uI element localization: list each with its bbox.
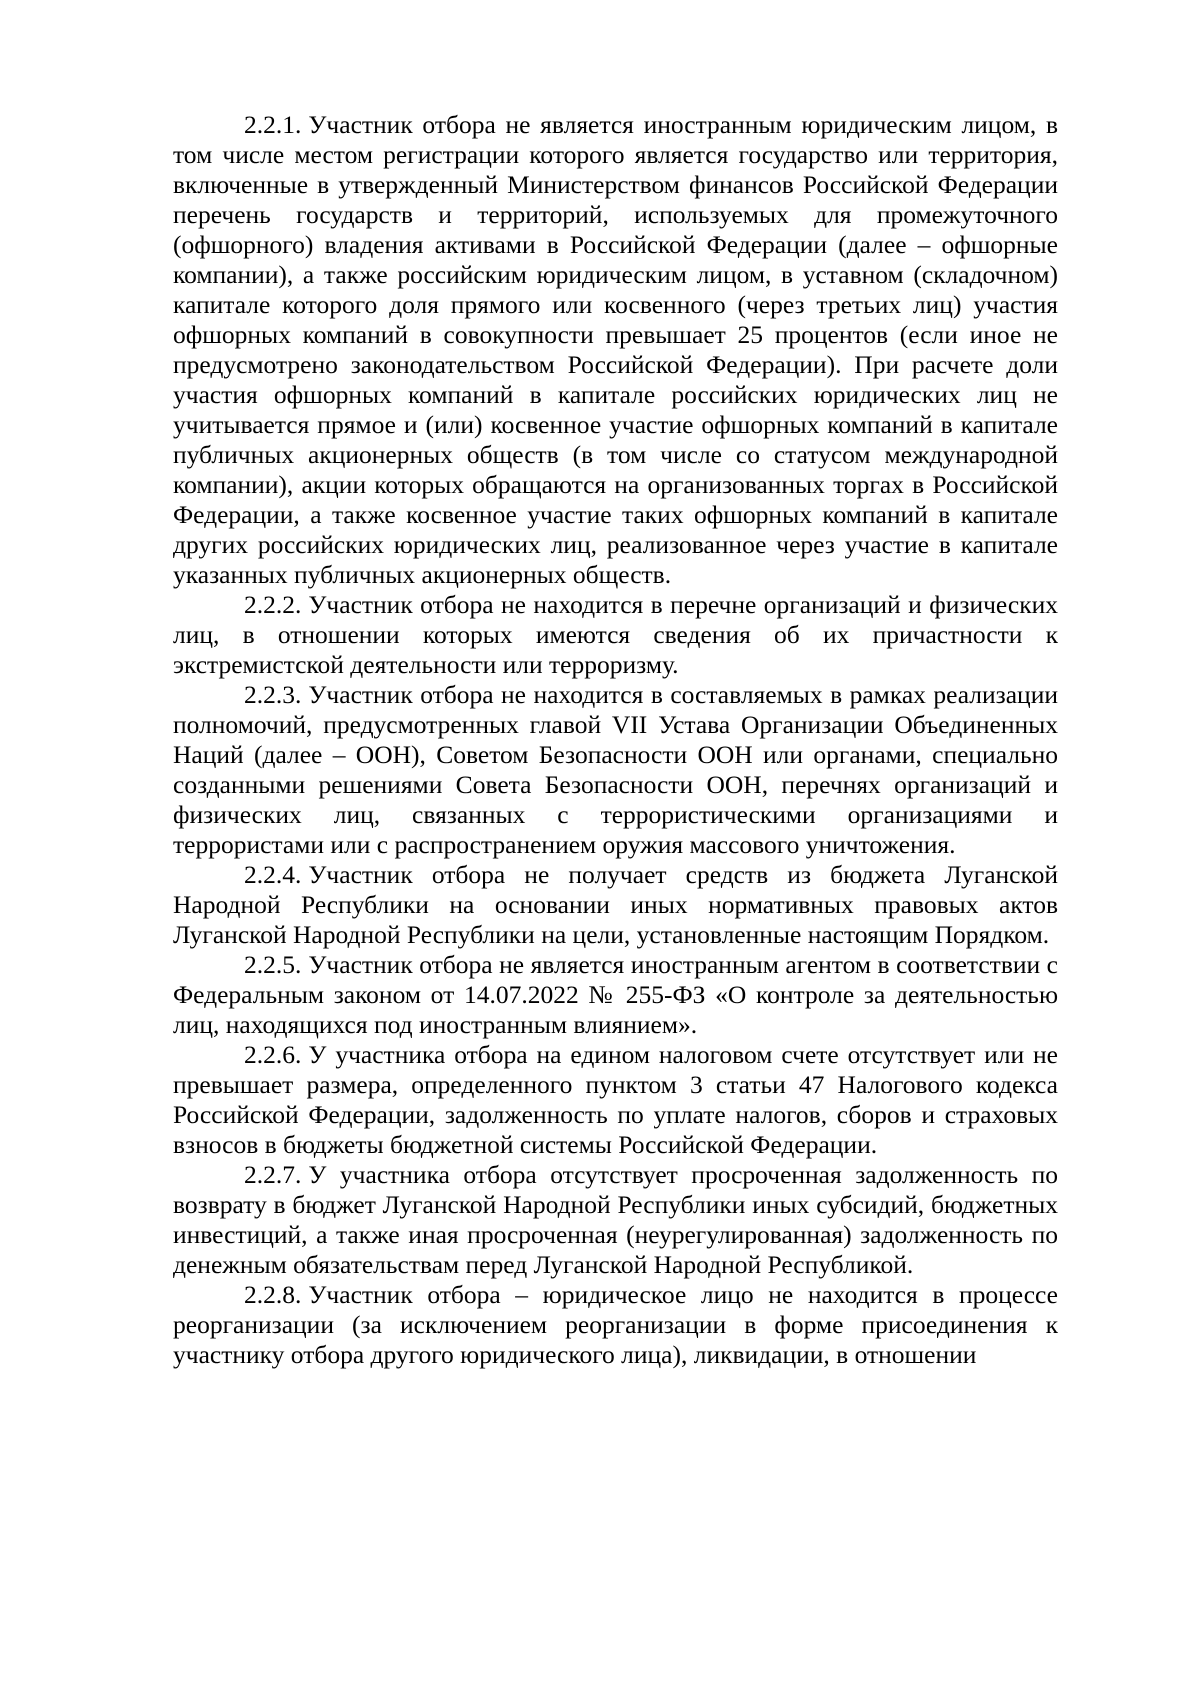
paragraph-number: 2.2.5. — [244, 950, 302, 979]
paragraph-text: Участник отбора не находится в составляемых в рамках реализации полномочий, предусмотренных главой VII Устава Организации Объединенных Наций (далее – ООН), Советом Безопасности ООН или органами, специально созданными решениями Совета Безопасности ООН, перечнях организаций и физических лиц, связанных с террористическими организациями и террористами или с распространением оружия массового уничтожения. — [173, 680, 1058, 859]
paragraph-2-2-5 — [173, 950, 1058, 1040]
paragraph-2-2-1 — [173, 110, 1058, 590]
paragraph-text: Участник отбора не получает средств из бюджета Луганской Народной Республики на основании иных нормативных правовых актов Луганской Народной Республики на цели, установленные настоящим Порядком. — [173, 860, 1058, 949]
paragraph-2-2-6 — [173, 1040, 1058, 1160]
document-page — [173, 110, 1058, 1370]
paragraph-number: 2.2.4. — [244, 860, 302, 889]
paragraph-number: 2.2.3. — [244, 680, 302, 709]
paragraph-text: Участник отбора – юридическое лицо не находится в процессе реорганизации (за исключением реорганизации в форме присоединения к участнику отбора другого юридического лица), ликвидации, в отношении — [173, 1280, 1058, 1369]
paragraph-number: 2.2.8. — [244, 1280, 302, 1309]
paragraph-2-2-3 — [173, 680, 1058, 860]
paragraph-number: 2.2.7. — [244, 1160, 302, 1189]
paragraph-text: Участник отбора не находится в перечне организаций и физических лиц, в отношении которых имеются сведения об их причастности к экстремистской деятельности или терроризму. — [173, 590, 1058, 679]
paragraph-2-2-4 — [173, 860, 1058, 950]
paragraph-2-2-7 — [173, 1160, 1058, 1280]
paragraph-text: У участника отбора отсутствует просроченная задолженность по возврату в бюджет Луганской Народной Республики иных субсидий, бюджетных инвестиций, а также иная просроченная (неурегулированная) задолженность по денежным обязательствам перед Луганской Народной Республикой. — [173, 1160, 1058, 1279]
paragraph-number: 2.2.1. — [244, 110, 302, 139]
paragraph-2-2-2 — [173, 590, 1058, 680]
paragraph-number: 2.2.2. — [244, 590, 302, 619]
paragraph-text: Участник отбора не является иностранным юридическим лицом, в том числе местом регистрации которого является государство или территория, включенные в утвержденный Министерством финансов Российской Федерации перечень государств и территорий, используемых для промежуточного (офшорного) владения активами в Российской Федерации (далее – офшорные компании), а также российским юридическим лицом, в уставном (складочном) капитале которого доля прямого или косвенного (через третьих лиц) участия офшорных компаний в совокупности превышает 25 процентов (если иное не предусмотрено законодательством Российской Федерации). При расчете доли участия офшорных компаний в капитале российских юридических лиц не учитывается прямое и (или) косвенное участие офшорных компаний в капитале публичных акционерных обществ (в том числе со статусом международной компании), акции которых обращаются на организованных торгах в Российской Федерации, а также косвенное участие таких офшорных компаний в капитале других российских юридических лиц, реализованное через участие в капитале указанных публичных акционерных обществ. — [173, 110, 1058, 589]
paragraph-number: 2.2.6. — [244, 1040, 302, 1069]
paragraph-text: У участника отбора на едином налоговом счете отсутствует или не превышает размера, определенного пунктом 3 статьи 47 Налогового кодекса Российской Федерации, задолженность по уплате налогов, сборов и страховых взносов в бюджеты бюджетной системы Российской Федерации. — [173, 1040, 1058, 1159]
paragraph-text: Участник отбора не является иностранным агентом в соответствии с Федеральным законом от 14.07.2022 № 255-ФЗ «О контроле за деятельностью лиц, находящихся под иностранным влиянием». — [173, 950, 1058, 1039]
paragraph-2-2-8 — [173, 1280, 1058, 1370]
